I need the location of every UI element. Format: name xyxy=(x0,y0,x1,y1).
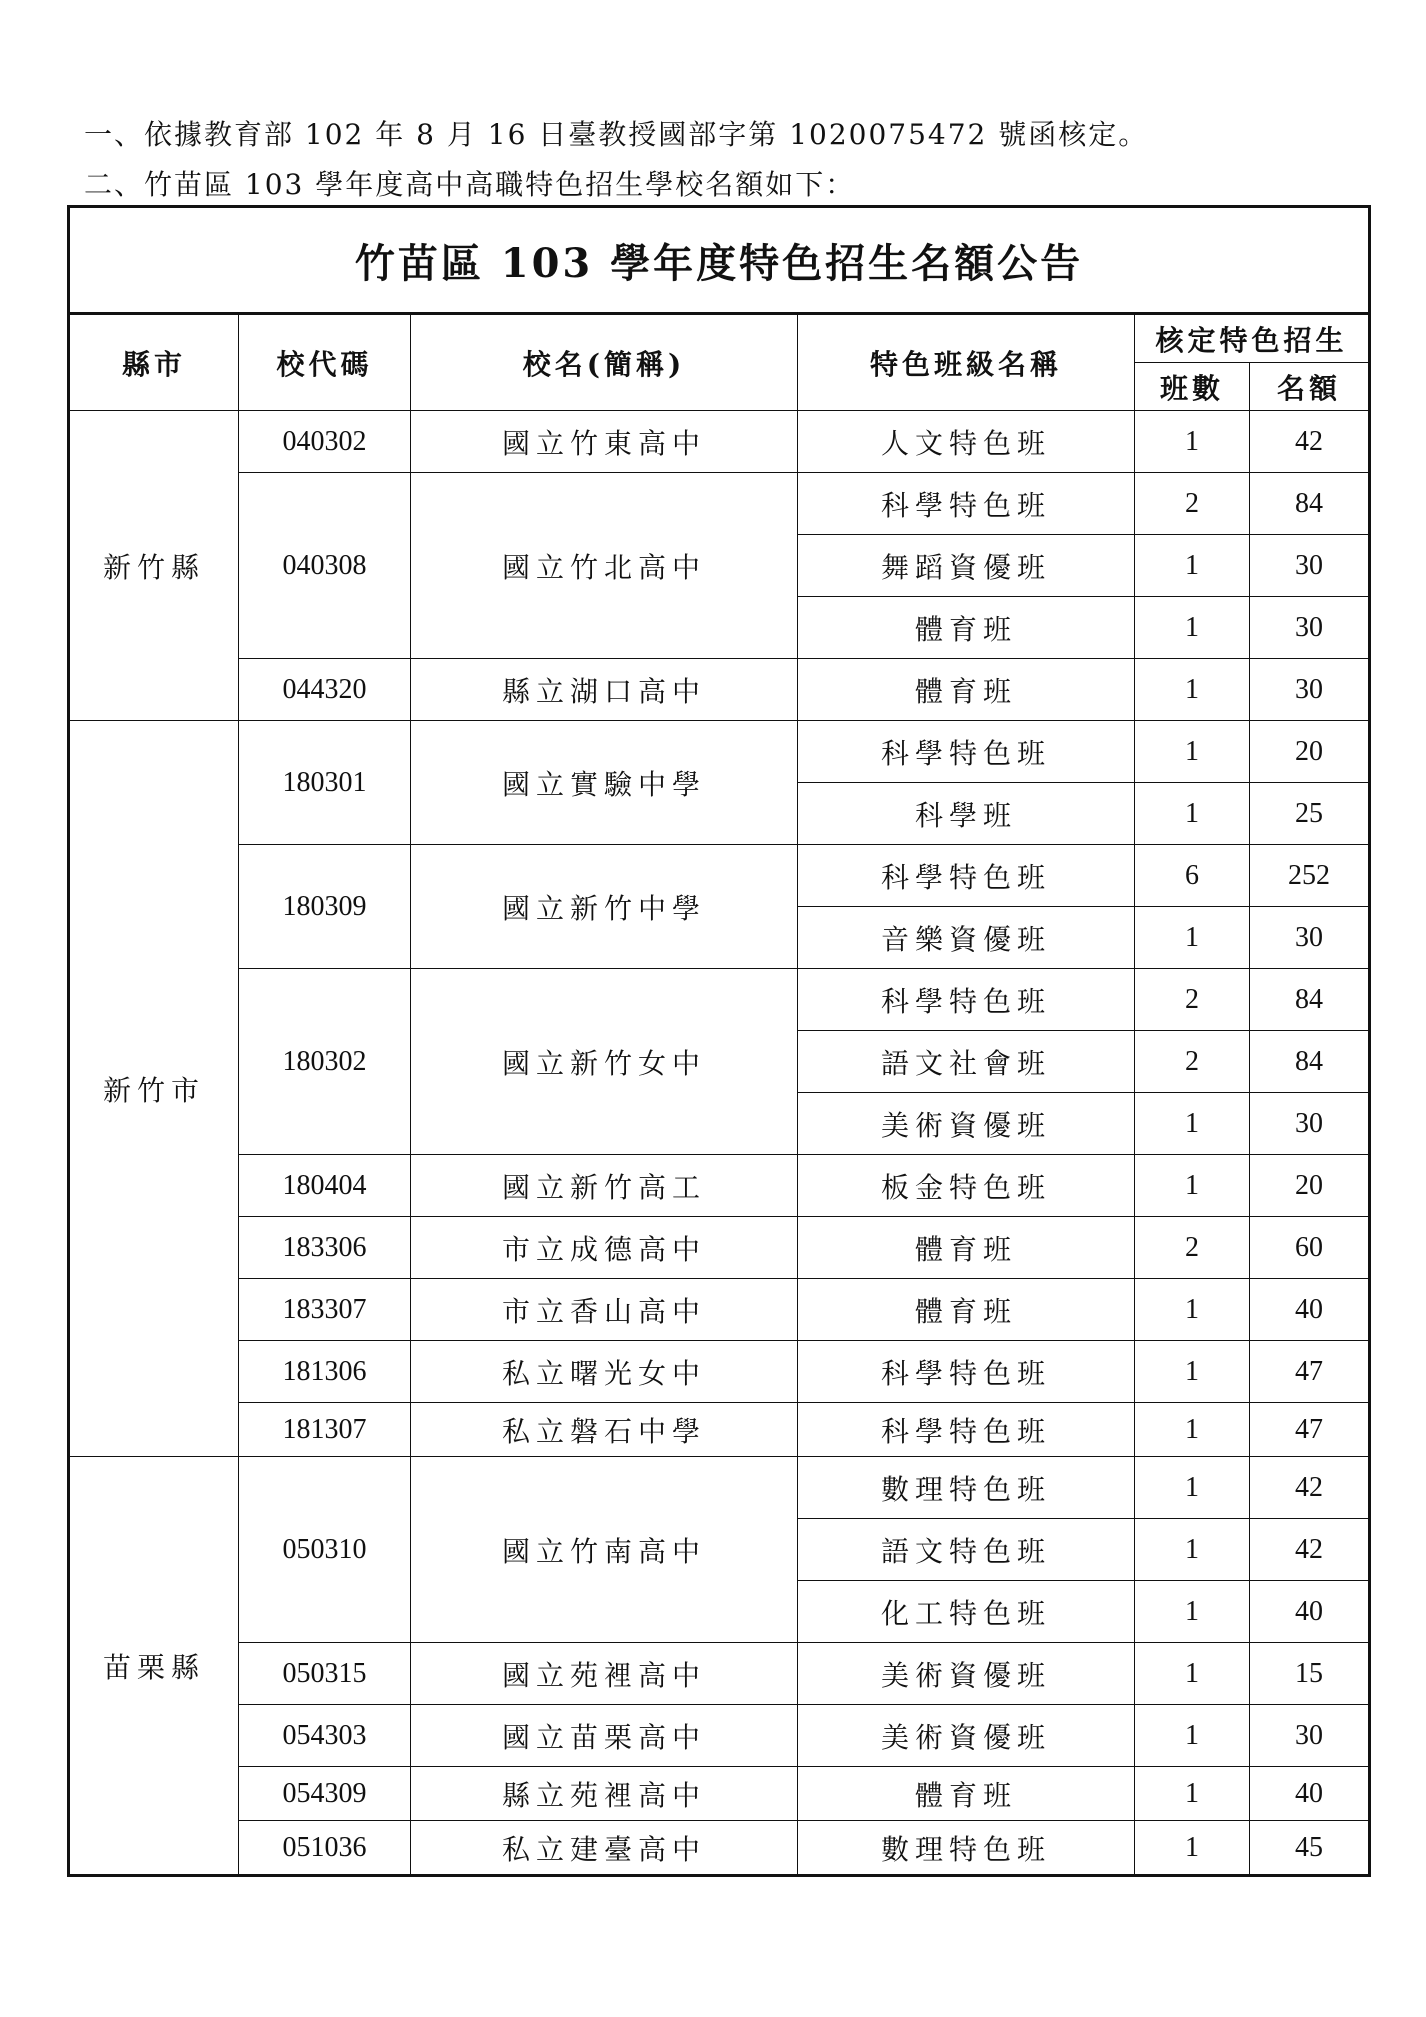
table-row xyxy=(69,1705,1370,1767)
table-row xyxy=(69,1767,1370,1821)
school-name-cell: 私立曙光女中 xyxy=(411,1341,798,1403)
school-name-cell: 縣立苑裡高中 xyxy=(411,1767,798,1821)
program-name-cell: 人文特色班 xyxy=(798,411,1135,473)
program-name-cell: 科學班 xyxy=(798,783,1135,845)
quota-cell: 15 xyxy=(1250,1643,1370,1705)
quota-cell: 42 xyxy=(1250,1457,1370,1519)
classes-cell: 2 xyxy=(1135,1031,1250,1093)
classes-cell: 1 xyxy=(1135,783,1250,845)
program-name-cell: 語文社會班 xyxy=(798,1031,1135,1093)
classes-cell: 1 xyxy=(1135,659,1250,721)
program-name-cell: 化工特色班 xyxy=(798,1581,1135,1643)
quota-cell: 20 xyxy=(1250,1155,1370,1217)
program-name-cell: 美術資優班 xyxy=(798,1093,1135,1155)
quota-cell: 40 xyxy=(1250,1581,1370,1643)
program-name-cell: 科學特色班 xyxy=(798,1403,1135,1457)
quota-cell: 84 xyxy=(1250,473,1370,535)
header-class-name: 特色班級名稱 xyxy=(798,314,1135,411)
classes-cell: 1 xyxy=(1135,1403,1250,1457)
school-name-cell: 國立竹南高中 xyxy=(411,1457,798,1643)
quota-cell: 30 xyxy=(1250,907,1370,969)
classes-cell: 1 xyxy=(1135,1643,1250,1705)
classes-cell: 2 xyxy=(1135,1217,1250,1279)
table-row xyxy=(69,969,1370,1031)
classes-cell: 1 xyxy=(1135,597,1250,659)
notes xyxy=(84,110,1148,210)
school-code-cell: 051036 xyxy=(239,1821,411,1876)
table-body xyxy=(69,411,1370,1876)
table-row xyxy=(69,1821,1370,1876)
classes-cell: 2 xyxy=(1135,473,1250,535)
table-row xyxy=(69,1217,1370,1279)
school-name-cell: 市立成德高中 xyxy=(411,1217,798,1279)
school-name-cell: 國立新竹中學 xyxy=(411,845,798,969)
school-code-cell: 044320 xyxy=(239,659,411,721)
program-name-cell: 科學特色班 xyxy=(798,473,1135,535)
school-code-cell: 180309 xyxy=(239,845,411,969)
program-name-cell: 美術資優班 xyxy=(798,1643,1135,1705)
school-name-cell: 國立實驗中學 xyxy=(411,721,798,845)
school-code-cell: 181306 xyxy=(239,1341,411,1403)
header-school: 校名(簡稱) xyxy=(411,314,798,411)
classes-cell: 2 xyxy=(1135,969,1250,1031)
header-approved: 核定特色招生 xyxy=(1135,314,1370,363)
program-name-cell: 板金特色班 xyxy=(798,1155,1135,1217)
program-name-cell: 數理特色班 xyxy=(798,1821,1135,1876)
quota-cell: 252 xyxy=(1250,845,1370,907)
school-name-cell: 市立香山高中 xyxy=(411,1279,798,1341)
county-cell: 苗栗縣 xyxy=(69,1457,239,1876)
table-row xyxy=(69,1341,1370,1403)
classes-cell: 1 xyxy=(1135,535,1250,597)
school-code-cell: 183306 xyxy=(239,1217,411,1279)
classes-cell: 1 xyxy=(1135,411,1250,473)
quota-cell: 47 xyxy=(1250,1341,1370,1403)
table-row xyxy=(69,845,1370,907)
county-cell: 新竹縣 xyxy=(69,411,239,721)
county-cell: 新竹市 xyxy=(69,721,239,1457)
school-name-cell: 縣立湖口高中 xyxy=(411,659,798,721)
quota-table xyxy=(67,205,1371,1877)
table-row xyxy=(69,721,1370,783)
program-name-cell: 舞蹈資優班 xyxy=(798,535,1135,597)
program-name-cell: 體育班 xyxy=(798,659,1135,721)
school-code-cell: 180302 xyxy=(239,969,411,1155)
classes-cell: 1 xyxy=(1135,1767,1250,1821)
program-name-cell: 體育班 xyxy=(798,1279,1135,1341)
school-code-cell: 180301 xyxy=(239,721,411,845)
program-name-cell: 美術資優班 xyxy=(798,1705,1135,1767)
quota-cell: 47 xyxy=(1250,1403,1370,1457)
school-code-cell: 040308 xyxy=(239,473,411,659)
school-name-cell: 私立建臺高中 xyxy=(411,1821,798,1876)
classes-cell: 1 xyxy=(1135,1155,1250,1217)
classes-cell: 1 xyxy=(1135,1093,1250,1155)
table-row xyxy=(69,1155,1370,1217)
classes-cell: 1 xyxy=(1135,721,1250,783)
note-line-1: 一、依據教育部 102 年 8 月 16 日臺教授國部字第 1020075472 號函核定。 xyxy=(84,118,1149,151)
school-code-cell: 183307 xyxy=(239,1279,411,1341)
quota-cell: 30 xyxy=(1250,597,1370,659)
program-name-cell: 數理特色班 xyxy=(798,1457,1135,1519)
table-title: 竹苗區 103 學年度特色招生名額公告 xyxy=(69,207,1370,314)
program-name-cell: 科學特色班 xyxy=(798,721,1135,783)
header-code: 校代碼 xyxy=(239,314,411,411)
note-line-2: 二、竹苗區 103 學年度高中高職特色招生學校名額如下： xyxy=(84,168,856,201)
quota-cell: 84 xyxy=(1250,1031,1370,1093)
school-name-cell: 私立磐石中學 xyxy=(411,1403,798,1457)
header-county: 縣市 xyxy=(69,314,239,411)
quota-cell: 25 xyxy=(1250,783,1370,845)
quota-cell: 42 xyxy=(1250,411,1370,473)
program-name-cell: 體育班 xyxy=(798,1217,1135,1279)
school-name-cell: 國立新竹高工 xyxy=(411,1155,798,1217)
quota-cell: 40 xyxy=(1250,1279,1370,1341)
program-name-cell: 體育班 xyxy=(798,597,1135,659)
table-row xyxy=(69,1403,1370,1457)
table-row xyxy=(69,659,1370,721)
program-name-cell: 音樂資優班 xyxy=(798,907,1135,969)
quota-cell: 30 xyxy=(1250,535,1370,597)
school-code-cell: 181307 xyxy=(239,1403,411,1457)
quota-cell: 40 xyxy=(1250,1767,1370,1821)
school-code-cell: 054303 xyxy=(239,1705,411,1767)
table-row xyxy=(69,473,1370,535)
program-name-cell: 科學特色班 xyxy=(798,1341,1135,1403)
table-row xyxy=(69,1457,1370,1519)
program-name-cell: 體育班 xyxy=(798,1767,1135,1821)
program-name-cell: 語文特色班 xyxy=(798,1519,1135,1581)
school-code-cell: 180404 xyxy=(239,1155,411,1217)
classes-cell: 1 xyxy=(1135,1519,1250,1581)
classes-cell: 1 xyxy=(1135,1705,1250,1767)
classes-cell: 6 xyxy=(1135,845,1250,907)
quota-cell: 84 xyxy=(1250,969,1370,1031)
quota-cell: 60 xyxy=(1250,1217,1370,1279)
table-row xyxy=(69,1643,1370,1705)
school-code-cell: 040302 xyxy=(239,411,411,473)
school-name-cell: 國立苑裡高中 xyxy=(411,1643,798,1705)
school-name-cell: 國立苗栗高中 xyxy=(411,1705,798,1767)
header-quota: 名額 xyxy=(1250,363,1370,411)
school-code-cell: 054309 xyxy=(239,1767,411,1821)
school-code-cell: 050310 xyxy=(239,1457,411,1643)
quota-cell: 20 xyxy=(1250,721,1370,783)
classes-cell: 1 xyxy=(1135,1581,1250,1643)
quota-cell: 42 xyxy=(1250,1519,1370,1581)
quota-cell: 30 xyxy=(1250,1705,1370,1767)
program-name-cell: 科學特色班 xyxy=(798,845,1135,907)
school-name-cell: 國立竹東高中 xyxy=(411,411,798,473)
classes-cell: 1 xyxy=(1135,1457,1250,1519)
classes-cell: 1 xyxy=(1135,1279,1250,1341)
header-classes: 班數 xyxy=(1135,363,1250,411)
classes-cell: 1 xyxy=(1135,907,1250,969)
table-row xyxy=(69,1279,1370,1341)
quota-cell: 30 xyxy=(1250,1093,1370,1155)
school-code-cell: 050315 xyxy=(239,1643,411,1705)
school-name-cell: 國立竹北高中 xyxy=(411,473,798,659)
quota-cell: 45 xyxy=(1250,1821,1370,1876)
table-row xyxy=(69,411,1370,473)
school-name-cell: 國立新竹女中 xyxy=(411,969,798,1155)
program-name-cell: 科學特色班 xyxy=(798,969,1135,1031)
classes-cell: 1 xyxy=(1135,1341,1250,1403)
quota-cell: 30 xyxy=(1250,659,1370,721)
classes-cell: 1 xyxy=(1135,1821,1250,1876)
